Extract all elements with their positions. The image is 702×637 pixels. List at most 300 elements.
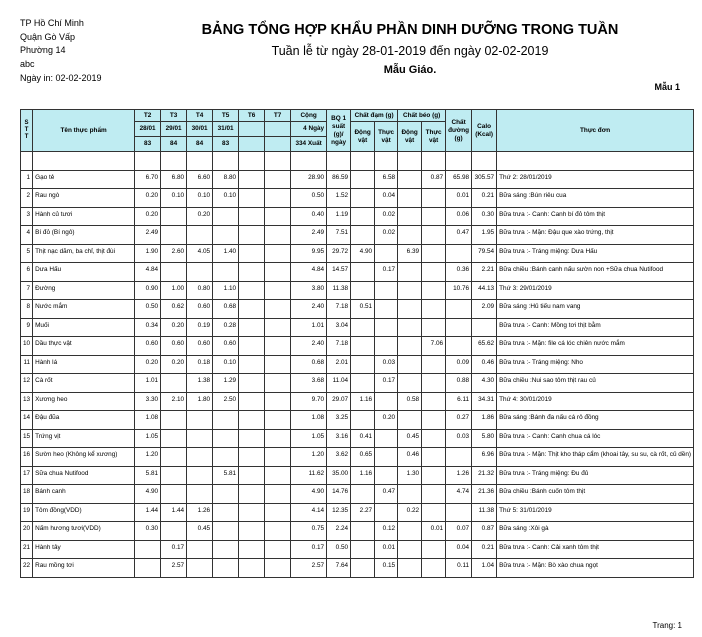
protein-plant xyxy=(375,244,398,263)
carb-value: 10.76 xyxy=(446,281,472,300)
qty-t6 xyxy=(239,337,265,356)
fat-plant xyxy=(422,207,446,226)
qty-t5: 0.68 xyxy=(213,300,239,319)
protein-header: Chất đạm (g) xyxy=(351,110,398,122)
menu-item: Bữa chiều :Nui sao tôm thịt rau củ xyxy=(497,374,694,393)
qty-t2: 3.30 xyxy=(135,392,161,411)
protein-plant xyxy=(375,392,398,411)
qty-total: 0.75 xyxy=(291,522,327,541)
gap-cell xyxy=(497,152,694,171)
qty-per-serving: 11.38 xyxy=(327,281,351,300)
qty-total: 11.62 xyxy=(291,466,327,485)
protein-animal-header: Động vật xyxy=(351,122,375,152)
table-row xyxy=(21,522,694,541)
day-header: T7 xyxy=(265,110,291,122)
gap-cell xyxy=(446,152,472,171)
gap-cell xyxy=(398,152,422,171)
calo-value: 21.32 xyxy=(472,466,497,485)
fat-plant xyxy=(422,485,446,504)
qty-t4: 0.60 xyxy=(187,300,213,319)
total-header: Cộng xyxy=(291,110,327,122)
protein-animal xyxy=(351,263,375,282)
row-number: 2 xyxy=(21,189,33,208)
gap-cell xyxy=(239,152,265,171)
carb-value xyxy=(446,503,472,522)
menu-item: Thứ 2: 28/01/2019 xyxy=(497,170,694,189)
qty-t4: 0.20 xyxy=(187,207,213,226)
qty-per-serving: 7.18 xyxy=(327,300,351,319)
serving-count: 83 xyxy=(135,137,161,152)
row-number: 16 xyxy=(21,448,33,467)
carb-value: 0.11 xyxy=(446,559,472,578)
qty-t4: 4.05 xyxy=(187,244,213,263)
fat-animal xyxy=(398,337,422,356)
qty-t5 xyxy=(213,485,239,504)
fat-plant xyxy=(422,189,446,208)
fat-plant xyxy=(422,392,446,411)
qty-t3 xyxy=(161,485,187,504)
food-name: Dầu thực vật xyxy=(33,337,135,356)
menu-item: Bữa trưa :- Mặn: Đậu que xào trứng, thịt xyxy=(497,226,694,245)
calo-value: 2.09 xyxy=(472,300,497,319)
qty-t6 xyxy=(239,244,265,263)
protein-animal: 4.90 xyxy=(351,244,375,263)
qty-t7 xyxy=(265,485,291,504)
menu-item: Bữa trưa :- Canh: Canh chua cá lóc xyxy=(497,429,694,448)
qty-t4: 1.26 xyxy=(187,503,213,522)
carb-value: 0.09 xyxy=(446,355,472,374)
qty-total: 1.05 xyxy=(291,429,327,448)
day-header: T6 xyxy=(239,110,265,122)
gap-cell xyxy=(265,152,291,171)
qty-t4 xyxy=(187,226,213,245)
qty-t2: 0.20 xyxy=(135,207,161,226)
qty-t7 xyxy=(265,170,291,189)
qty-t6 xyxy=(239,540,265,559)
qty-t5 xyxy=(213,559,239,578)
qty-t6 xyxy=(239,300,265,319)
calo-value: 0.30 xyxy=(472,207,497,226)
table-row xyxy=(21,244,694,263)
qty-t7 xyxy=(265,226,291,245)
food-name: Thịt nạc dăm, ba chỉ, thịt đùi xyxy=(33,244,135,263)
total-unit: Xuất xyxy=(307,140,322,147)
fat-animal xyxy=(398,318,422,337)
fat-plant xyxy=(422,540,446,559)
qty-t2: 4.84 xyxy=(135,263,161,282)
qty-t7 xyxy=(265,466,291,485)
food-name: Hành tây xyxy=(33,540,135,559)
protein-animal xyxy=(351,337,375,356)
qty-t2: 1.90 xyxy=(135,244,161,263)
qty-t5: 0.10 xyxy=(213,189,239,208)
qty-total: 2.57 xyxy=(291,559,327,578)
qty-per-serving: 14.76 xyxy=(327,485,351,504)
calo-value: 11.38 xyxy=(472,503,497,522)
food-name: Rau ngò xyxy=(33,189,135,208)
qty-t4 xyxy=(187,540,213,559)
qty-t3 xyxy=(161,448,187,467)
qty-t4: 0.18 xyxy=(187,355,213,374)
protein-animal xyxy=(351,189,375,208)
qty-t7 xyxy=(265,374,291,393)
carb-value: 0.03 xyxy=(446,429,472,448)
qty-t4 xyxy=(187,466,213,485)
fat-plant xyxy=(422,448,446,467)
qty-t7 xyxy=(265,559,291,578)
table-row xyxy=(21,226,694,245)
fat-plant xyxy=(422,244,446,263)
row-number: 8 xyxy=(21,300,33,319)
protein-animal xyxy=(351,540,375,559)
fat-plant xyxy=(422,226,446,245)
qty-t4: 1.38 xyxy=(187,374,213,393)
fat-plant: 0.01 xyxy=(422,522,446,541)
qty-t3 xyxy=(161,466,187,485)
fat-plant xyxy=(422,281,446,300)
qty-t5 xyxy=(213,411,239,430)
qty-t5 xyxy=(213,429,239,448)
qty-per-serving: 12.35 xyxy=(327,503,351,522)
table-row xyxy=(21,448,694,467)
qty-t6 xyxy=(239,318,265,337)
qty-t2: 0.30 xyxy=(135,522,161,541)
ward-label: Phường 14 xyxy=(20,45,66,56)
protein-plant-header: Thực vật xyxy=(375,122,398,152)
protein-plant: 0.02 xyxy=(375,226,398,245)
qty-per-serving: 3.16 xyxy=(327,429,351,448)
gap-cell xyxy=(135,152,161,171)
fat-animal xyxy=(398,281,422,300)
row-number: 22 xyxy=(21,559,33,578)
qty-t4 xyxy=(187,448,213,467)
food-name: Bánh canh xyxy=(33,485,135,504)
gap-cell xyxy=(422,152,446,171)
serving-count xyxy=(239,137,265,152)
menu-item: Bữa trưa :- Tráng miệng: Dưa Hấu xyxy=(497,244,694,263)
food-name: Hành củ tươi xyxy=(33,207,135,226)
food-name: Xương heo xyxy=(33,392,135,411)
protein-plant: 6.58 xyxy=(375,170,398,189)
qty-t6 xyxy=(239,207,265,226)
food-name: Trứng vịt xyxy=(33,429,135,448)
protein-plant: 0.17 xyxy=(375,263,398,282)
protein-plant xyxy=(375,466,398,485)
header-gap-row xyxy=(21,152,694,171)
fat-animal: 1.30 xyxy=(398,466,422,485)
qty-t2: 0.60 xyxy=(135,337,161,356)
qty-total: 2.49 xyxy=(291,226,327,245)
fat-animal xyxy=(398,263,422,282)
row-number: 18 xyxy=(21,485,33,504)
qty-per-serving: 29.72 xyxy=(327,244,351,263)
protein-plant xyxy=(375,429,398,448)
menu-item: Thứ 3: 29/01/2019 xyxy=(497,281,694,300)
qty-t3: 0.20 xyxy=(161,355,187,374)
fat-animal: 0.22 xyxy=(398,503,422,522)
qty-t6 xyxy=(239,263,265,282)
carb-value: 0.01 xyxy=(446,189,472,208)
food-name: Tôm đồng(VDD) xyxy=(33,503,135,522)
fat-plant xyxy=(422,300,446,319)
gap-cell xyxy=(187,152,213,171)
qty-total: 0.17 xyxy=(291,540,327,559)
qty-t5: 1.29 xyxy=(213,374,239,393)
menu-item: Bữa sáng :Hủ tiếu nam vang xyxy=(497,300,694,319)
total-count: 334 xyxy=(295,140,307,147)
qty-t7 xyxy=(265,355,291,374)
qty-t3: 0.17 xyxy=(161,540,187,559)
fat-animal xyxy=(398,540,422,559)
qty-total: 3.68 xyxy=(291,374,327,393)
fat-animal xyxy=(398,522,422,541)
food-rows xyxy=(21,152,694,578)
qty-per-serving: 14.57 xyxy=(327,263,351,282)
qty-per-serving: 3.25 xyxy=(327,411,351,430)
food-name: Đậu đũa xyxy=(33,411,135,430)
qty-t2: 4.90 xyxy=(135,485,161,504)
qty-t3: 2.10 xyxy=(161,392,187,411)
menu-item: Bữa trưa :- Mặn: Thịt kho tháp cẩm (khoai tây, su su, cà rốt, củ dền) xyxy=(497,448,694,467)
calo-value: 4.30 xyxy=(472,374,497,393)
menu-item: Bữa trưa :- Tráng miệng: Đu đủ xyxy=(497,466,694,485)
qty-t6 xyxy=(239,448,265,467)
protein-animal: 2.27 xyxy=(351,503,375,522)
serving-count: 84 xyxy=(161,137,187,152)
qty-t6 xyxy=(239,411,265,430)
qty-t5: 0.10 xyxy=(213,355,239,374)
date-header: 28/01 xyxy=(135,122,161,137)
calo-header: Calo (Kcal) xyxy=(472,110,497,152)
qty-t7 xyxy=(265,411,291,430)
menu-item: Bữa sáng :Bánh đa nấu cá rô đồng xyxy=(497,411,694,430)
protein-animal: 1.16 xyxy=(351,392,375,411)
qty-t3 xyxy=(161,374,187,393)
qty-t5 xyxy=(213,263,239,282)
qty-total: 3.80 xyxy=(291,281,327,300)
qty-total: 0.68 xyxy=(291,355,327,374)
row-number: 13 xyxy=(21,392,33,411)
qty-t3: 0.62 xyxy=(161,300,187,319)
total-days: 4 Ngày xyxy=(291,122,327,137)
qty-t6 xyxy=(239,189,265,208)
table-row xyxy=(21,337,694,356)
calo-value: 0.21 xyxy=(472,540,497,559)
protein-plant: 0.12 xyxy=(375,522,398,541)
qty-t4: 0.19 xyxy=(187,318,213,337)
qty-t5: 1.40 xyxy=(213,244,239,263)
fat-animal xyxy=(398,170,422,189)
food-name: Đường xyxy=(33,281,135,300)
table-row xyxy=(21,411,694,430)
qty-per-serving: 11.04 xyxy=(327,374,351,393)
school-label: abc xyxy=(20,59,35,70)
qty-total: 0.40 xyxy=(291,207,327,226)
carb-value: 0.36 xyxy=(446,263,472,282)
protein-animal xyxy=(351,355,375,374)
carb-header: Chất đường (g) xyxy=(446,110,472,152)
qty-per-serving: 2.24 xyxy=(327,522,351,541)
fat-animal xyxy=(398,300,422,319)
carb-value: 4.74 xyxy=(446,485,472,504)
qty-t5: 2.50 xyxy=(213,392,239,411)
qty-per-serving: 35.00 xyxy=(327,466,351,485)
qty-t6 xyxy=(239,466,265,485)
qty-t4: 1.80 xyxy=(187,392,213,411)
table-row xyxy=(21,355,694,374)
qty-t5 xyxy=(213,503,239,522)
row-number: 1 xyxy=(21,170,33,189)
table-row xyxy=(21,466,694,485)
qty-t7 xyxy=(265,281,291,300)
qty-t6 xyxy=(239,429,265,448)
qty-t6 xyxy=(239,281,265,300)
fat-plant xyxy=(422,263,446,282)
qty-total: 0.50 xyxy=(291,189,327,208)
qty-t4: 0.80 xyxy=(187,281,213,300)
qty-t3: 0.20 xyxy=(161,318,187,337)
table-row xyxy=(21,559,694,578)
qty-t2 xyxy=(135,559,161,578)
carb-value: 0.04 xyxy=(446,540,472,559)
calo-value: 1.95 xyxy=(472,226,497,245)
row-number: 19 xyxy=(21,503,33,522)
qty-total: 9.70 xyxy=(291,392,327,411)
carb-value: 0.47 xyxy=(446,226,472,245)
table-row xyxy=(21,189,694,208)
qty-t6 xyxy=(239,559,265,578)
qty-t7 xyxy=(265,448,291,467)
calo-value: 5.80 xyxy=(472,429,497,448)
fat-plant xyxy=(422,318,446,337)
fat-animal: 6.39 xyxy=(398,244,422,263)
protein-plant: 0.03 xyxy=(375,355,398,374)
qty-t6 xyxy=(239,392,265,411)
qty-t5: 8.80 xyxy=(213,170,239,189)
qty-t5 xyxy=(213,540,239,559)
qty-t3: 6.80 xyxy=(161,170,187,189)
qty-t4: 6.60 xyxy=(187,170,213,189)
fat-animal: 0.58 xyxy=(398,392,422,411)
table-row xyxy=(21,263,694,282)
calo-value: 1.04 xyxy=(472,559,497,578)
gap-cell xyxy=(21,152,33,171)
qty-t4 xyxy=(187,485,213,504)
table-row xyxy=(21,392,694,411)
qty-t7 xyxy=(265,300,291,319)
qty-t2: 0.90 xyxy=(135,281,161,300)
qty-total: 1.20 xyxy=(291,448,327,467)
gap-cell xyxy=(472,152,497,171)
qty-t7 xyxy=(265,429,291,448)
protein-animal xyxy=(351,559,375,578)
menu-item: Thứ 5: 31/01/2019 xyxy=(497,503,694,522)
nutrition-table xyxy=(20,109,694,578)
qty-per-serving: 1.52 xyxy=(327,189,351,208)
protein-animal xyxy=(351,522,375,541)
qty-t7 xyxy=(265,540,291,559)
qty-t5: 5.81 xyxy=(213,466,239,485)
qty-t6 xyxy=(239,170,265,189)
serving-count: 83 xyxy=(213,137,239,152)
protein-plant: 0.02 xyxy=(375,207,398,226)
fat-animal xyxy=(398,207,422,226)
qty-t7 xyxy=(265,503,291,522)
qty-t5: 0.60 xyxy=(213,337,239,356)
fat-animal xyxy=(398,374,422,393)
table-row xyxy=(21,207,694,226)
row-number: 10 xyxy=(21,337,33,356)
serving-count xyxy=(265,137,291,152)
carb-value xyxy=(446,337,472,356)
qty-per-serving: 7.18 xyxy=(327,337,351,356)
protein-animal xyxy=(351,207,375,226)
protein-animal: 1.16 xyxy=(351,466,375,485)
gap-cell xyxy=(327,152,351,171)
qty-per-serving: 7.51 xyxy=(327,226,351,245)
protein-animal xyxy=(351,170,375,189)
food-name: Nấm hương tươi(VDD) xyxy=(33,522,135,541)
date-header xyxy=(265,122,291,137)
protein-animal xyxy=(351,281,375,300)
carb-value: 0.06 xyxy=(446,207,472,226)
table-row xyxy=(21,281,694,300)
protein-plant: 0.20 xyxy=(375,411,398,430)
protein-plant: 0.01 xyxy=(375,540,398,559)
qty-total: 2.40 xyxy=(291,337,327,356)
protein-animal xyxy=(351,411,375,430)
qty-total: 2.40 xyxy=(291,300,327,319)
protein-plant: 0.17 xyxy=(375,374,398,393)
protein-plant: 0.15 xyxy=(375,559,398,578)
protein-plant: 0.47 xyxy=(375,485,398,504)
fat-animal xyxy=(398,411,422,430)
gap-cell xyxy=(161,152,187,171)
form-label: Mẫu 1 xyxy=(654,82,680,92)
protein-plant xyxy=(375,281,398,300)
food-name: Gạo tẻ xyxy=(33,170,135,189)
bq-header: BQ 1 suất (g)/ ngày xyxy=(327,110,351,152)
qty-per-serving: 3.04 xyxy=(327,318,351,337)
qty-t3 xyxy=(161,522,187,541)
calo-value: 6.96 xyxy=(472,448,497,467)
menu-item: Bữa trưa :- Mặn: file cá lóc chiên nước mắm xyxy=(497,337,694,356)
food-name: Sữa chua Nutifood xyxy=(33,466,135,485)
food-name: Bí đỏ (Bí ngô) xyxy=(33,226,135,245)
week-range: Tuần lễ từ ngày 28-01-2019 đến ngày 02-02-2019 xyxy=(271,44,549,58)
fat-animal xyxy=(398,189,422,208)
fat-plant-header: Thực vật xyxy=(422,122,446,152)
food-name: Muối xyxy=(33,318,135,337)
city-label: TP Hồ Chí Minh xyxy=(20,18,84,28)
protein-plant xyxy=(375,318,398,337)
qty-total: 4.84 xyxy=(291,263,327,282)
menu-item: Bữa trưa :- Canh: Mồng tơi thịt bằm xyxy=(497,318,694,337)
calo-value: 65.62 xyxy=(472,337,497,356)
food-name: Nước mắm xyxy=(33,300,135,319)
menu-item: Bữa trưa :- Canh: Canh bí đỏ tôm thịt xyxy=(497,207,694,226)
row-number: 6 xyxy=(21,263,33,282)
menu-item: Bữa trưa :- Canh: Cải xanh tôm thịt xyxy=(497,540,694,559)
calo-value: 0.46 xyxy=(472,355,497,374)
page-number: Trang: 1 xyxy=(652,621,682,630)
protein-plant xyxy=(375,337,398,356)
qty-t7 xyxy=(265,337,291,356)
qty-t2: 6.70 xyxy=(135,170,161,189)
date-header xyxy=(239,122,265,137)
qty-t5: 1.10 xyxy=(213,281,239,300)
day-header: T3 xyxy=(161,110,187,122)
